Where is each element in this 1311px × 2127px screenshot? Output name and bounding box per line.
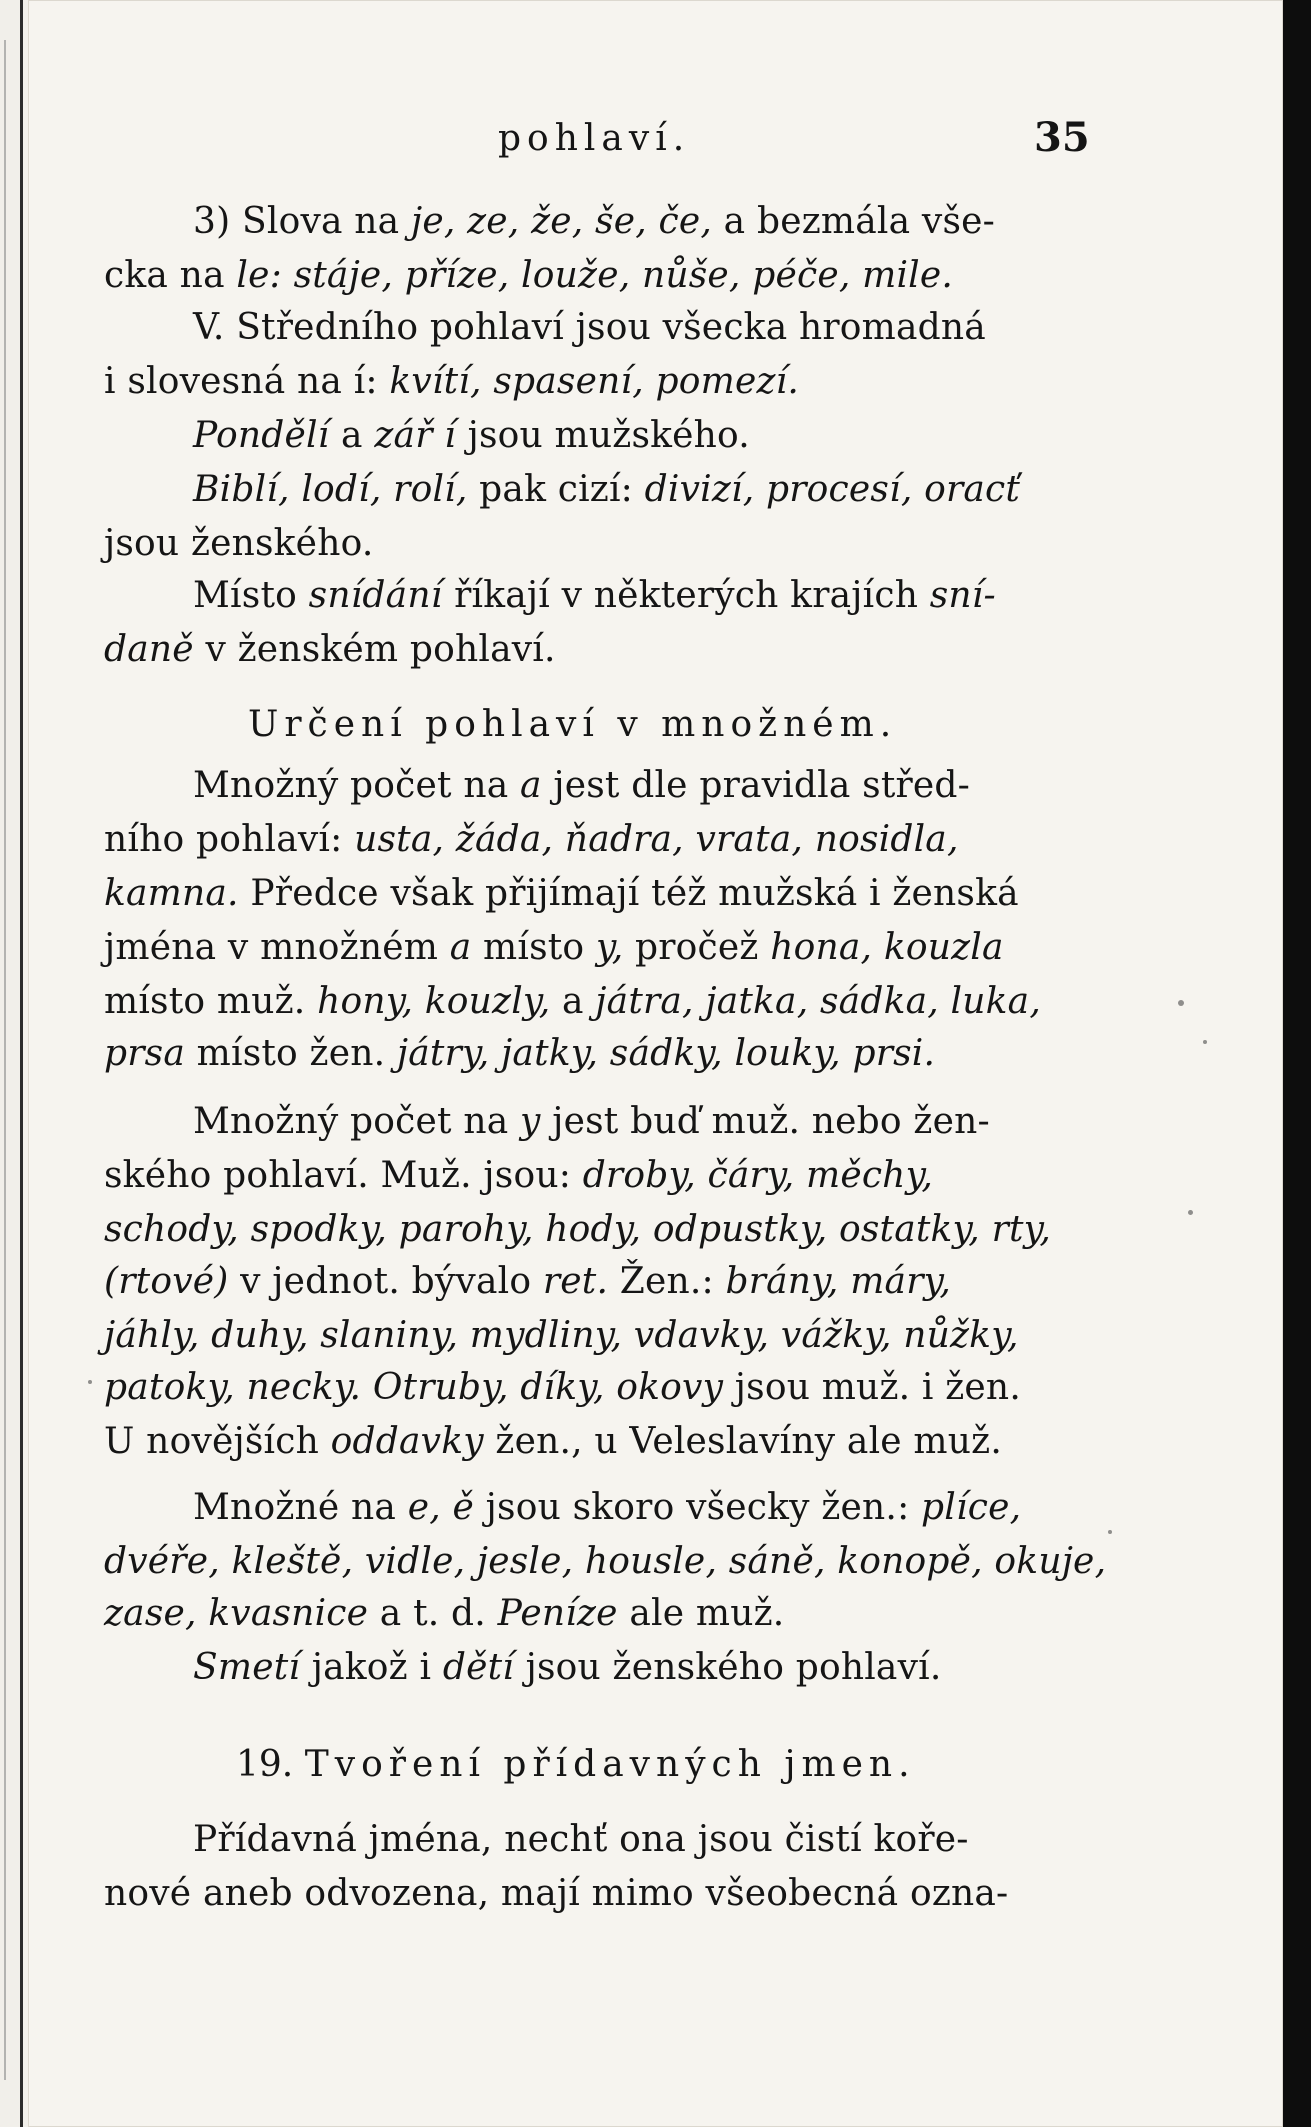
italic-forms: je, ze, že, še, če, [410,201,713,242]
text-line: patoky, necky. Otruby, díky, okovy jsou muž. i žen. [104,1367,1021,1408]
book-page [28,0,1283,2127]
text-line: (rtové) v jednot. bývalo ret. Žen.: brány, máry, [104,1261,952,1302]
scan-border-right [1283,0,1311,2127]
page-number: 35 [1034,114,1090,161]
scan-speck [1188,1210,1193,1215]
text-line: Smetí jakož i dětí jsou ženského pohlaví. [193,1647,942,1688]
text-line: ského pohlaví. Muž. jsou: droby, čáry, měchy, [104,1155,933,1196]
running-head: pohlaví. [498,118,691,159]
text-line: V. Středního pohlaví jsou všecka hromadná [193,307,986,348]
section-heading: Určení pohlaví v množném. [248,704,898,745]
text-line: ního pohlaví: usta, žáda, ňadra, vrata, nosidla, [104,819,959,860]
scan-speck [1178,1000,1184,1006]
italic-forms: kvítí, spasení, pomezí. [389,361,799,402]
scan-speck [88,1380,92,1384]
text-line: Místo snídání říkají v některých krajích sní- [193,575,996,616]
text-line: Množný počet na a jest dle pravidla střed- [193,765,971,806]
text-line: jsou ženského. [104,523,374,564]
text-line: 3) Slova na je, ze, že, še, če, a bezmála vše- [193,201,995,242]
text-line: prsa místo žen. játry, jatky, sádky, louky, prsi. [104,1033,936,1074]
text-line: cka na le: stáje, příze, louže, nůše, péče, mile. [104,255,954,296]
text-line: Přídavná jména, nechť ona jsou čistí koře- [193,1819,969,1860]
text-line: dvéře, kleště, vidle, jesle, housle, sáně, konopě, okuje, [104,1541,1107,1582]
section-title: Tvoření přídavných jmen. [304,1744,916,1785]
text-line: jáhly, duhy, slaniny, mydliny, vdavky, vážky, nůžky, [104,1315,1019,1356]
text-line: nové aneb odvozena, mají mimo všeobecná ozna- [104,1873,1009,1914]
section-heading [236,1744,916,1785]
text-line: Množný počet na y jest buď muž. nebo žen- [193,1101,990,1142]
text-line: daně v ženském pohlaví. [104,629,556,670]
item-number: 3) Slova na [193,201,411,242]
scan-speck [1203,1040,1207,1044]
italic-forms: le: stáje, příze, louže, nůše, péče, mile. [236,255,954,296]
binding-edge-line [20,0,23,2127]
text-line: Pondělí a zář í jsou mužského. [193,415,750,456]
text-line: Biblí, lodí, rolí, pak cizí: divizí, procesí, oracť [193,469,1021,510]
binding-edge-shadow [4,40,6,2080]
text-line: i slovesná na í: kvítí, spasení, pomezí. [104,361,799,402]
text-line: U novějších oddavky žen., u Veleslavíny ale muž. [104,1421,1002,1462]
text-line: kamna. Předce však přijímají též mužská i ženská [104,873,1019,914]
scan-speck [1108,1530,1112,1534]
text-line: místo muž. hony, kouzly, a játra, jatka, sádka, luka, [104,981,1041,1022]
text-line: zase, kvasnice a t. d. Peníze ale muž. [104,1593,785,1634]
text-line: Množné na e, ě jsou skoro všecky žen.: plíce, [193,1487,1022,1528]
text-line: jména v množném a místo y, pročež hona, kouzla [104,927,1004,968]
text-line: schody, spodky, parohy, hody, odpustky, ostatky, rty, [104,1209,1052,1250]
section-number: 19. [236,1744,294,1785]
